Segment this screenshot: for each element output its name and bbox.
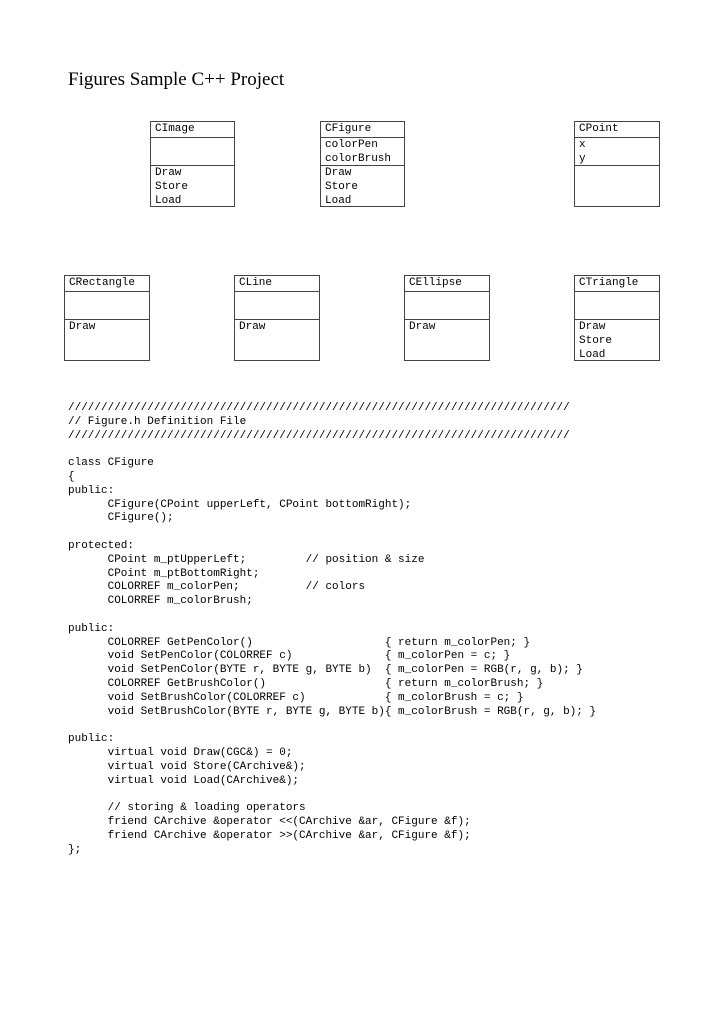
- class-box-cpoint: [574, 121, 660, 207]
- class-name: CImage: [155, 123, 195, 135]
- class-name: CFigure: [325, 123, 372, 135]
- class-name: CRectangle: [69, 277, 136, 289]
- attributes-section: [575, 137, 659, 165]
- method-item: Store: [325, 181, 359, 193]
- methods-section: [321, 165, 404, 208]
- attribute-item: colorBrush: [325, 153, 392, 165]
- class-name: CPoint: [579, 123, 619, 135]
- class-name-section: [321, 122, 404, 137]
- class-name-section: [151, 122, 234, 137]
- class-box-cellipse: [404, 275, 490, 361]
- methods-section: [65, 319, 149, 334]
- class-box-cfigure: [320, 121, 405, 207]
- code-listing: //////////////////////////////////////////////////////////////////////////// // Figure.h Definition File //////////////////////////////////////////////////////////////////////////// class CFigure { public: CFigure(CPoint upperLeft, CPoint bottomRight); CFigure(); protected: CPoint m_ptUpperLeft; // position & size CPoint m_ptBottomRight; COLORREF m_colorPen; // colors COLORREF m_colorBrush; public: COLORREF GetPenColor() { return m_colorPen; } void SetPenColor(COLORREF c) { m_colorPen = c; } void SetPenColor(BYTE r, BYTE g, BYTE b) { m_colorPen = RGB(r, g, b); } COLORREF GetBrushColor() { return m_colorBrush; } void SetBrushColor(COLORREF c) { m_colorBrush = c; } void SetBrushColor(BYTE r, BYTE g, BYTE b){ m_colorBrush = RGB(r, g, b); } public: virtual void Draw(CGC&) = 0; virtual void Store(CArchive&); virtual void Load(CArchive&); // storing & loading operators friend CArchive &operator <<(CArchive &ar, CFigure &f); friend CArchive &operator >>(CArchive &ar, CFigure &f); };: [68, 402, 597, 856]
- methods-section: [235, 319, 319, 334]
- method-item: Draw: [325, 167, 352, 179]
- class-box-cimage: [150, 121, 235, 207]
- page-title: Figures Sample C++ Project: [68, 69, 285, 90]
- attributes-section: [151, 137, 234, 165]
- class-name-section: [575, 276, 659, 291]
- class-name-section: [405, 276, 489, 291]
- attributes-section: [235, 291, 319, 319]
- attributes-section: [575, 291, 659, 319]
- method-item: Draw: [409, 321, 436, 333]
- method-item: Load: [325, 195, 352, 207]
- method-item: Draw: [579, 321, 606, 333]
- attribute-item: x: [579, 139, 586, 151]
- methods-section: [575, 165, 659, 166]
- class-box-crectangle: [64, 275, 150, 361]
- methods-section: [575, 319, 659, 362]
- attribute-item: colorPen: [325, 139, 378, 151]
- class-name: CLine: [239, 277, 273, 289]
- method-item: Draw: [69, 321, 96, 333]
- attributes-section: [405, 291, 489, 319]
- method-item: Load: [579, 349, 606, 361]
- method-item: Draw: [239, 321, 266, 333]
- attribute-item: y: [579, 153, 586, 165]
- methods-section: [405, 319, 489, 334]
- attributes-section: [321, 137, 404, 165]
- method-item: Load: [155, 195, 182, 207]
- class-name: CEllipse: [409, 277, 462, 289]
- methods-section: [151, 165, 234, 208]
- method-item: Draw: [155, 167, 182, 179]
- class-name-section: [235, 276, 319, 291]
- class-box-ctriangle: [574, 275, 660, 361]
- method-item: Store: [155, 181, 189, 193]
- method-item: Store: [579, 335, 613, 347]
- class-box-cline: [234, 275, 320, 361]
- class-name: CTriangle: [579, 277, 639, 289]
- attributes-section: [65, 291, 149, 319]
- class-name-section: [65, 276, 149, 291]
- class-name-section: [575, 122, 659, 137]
